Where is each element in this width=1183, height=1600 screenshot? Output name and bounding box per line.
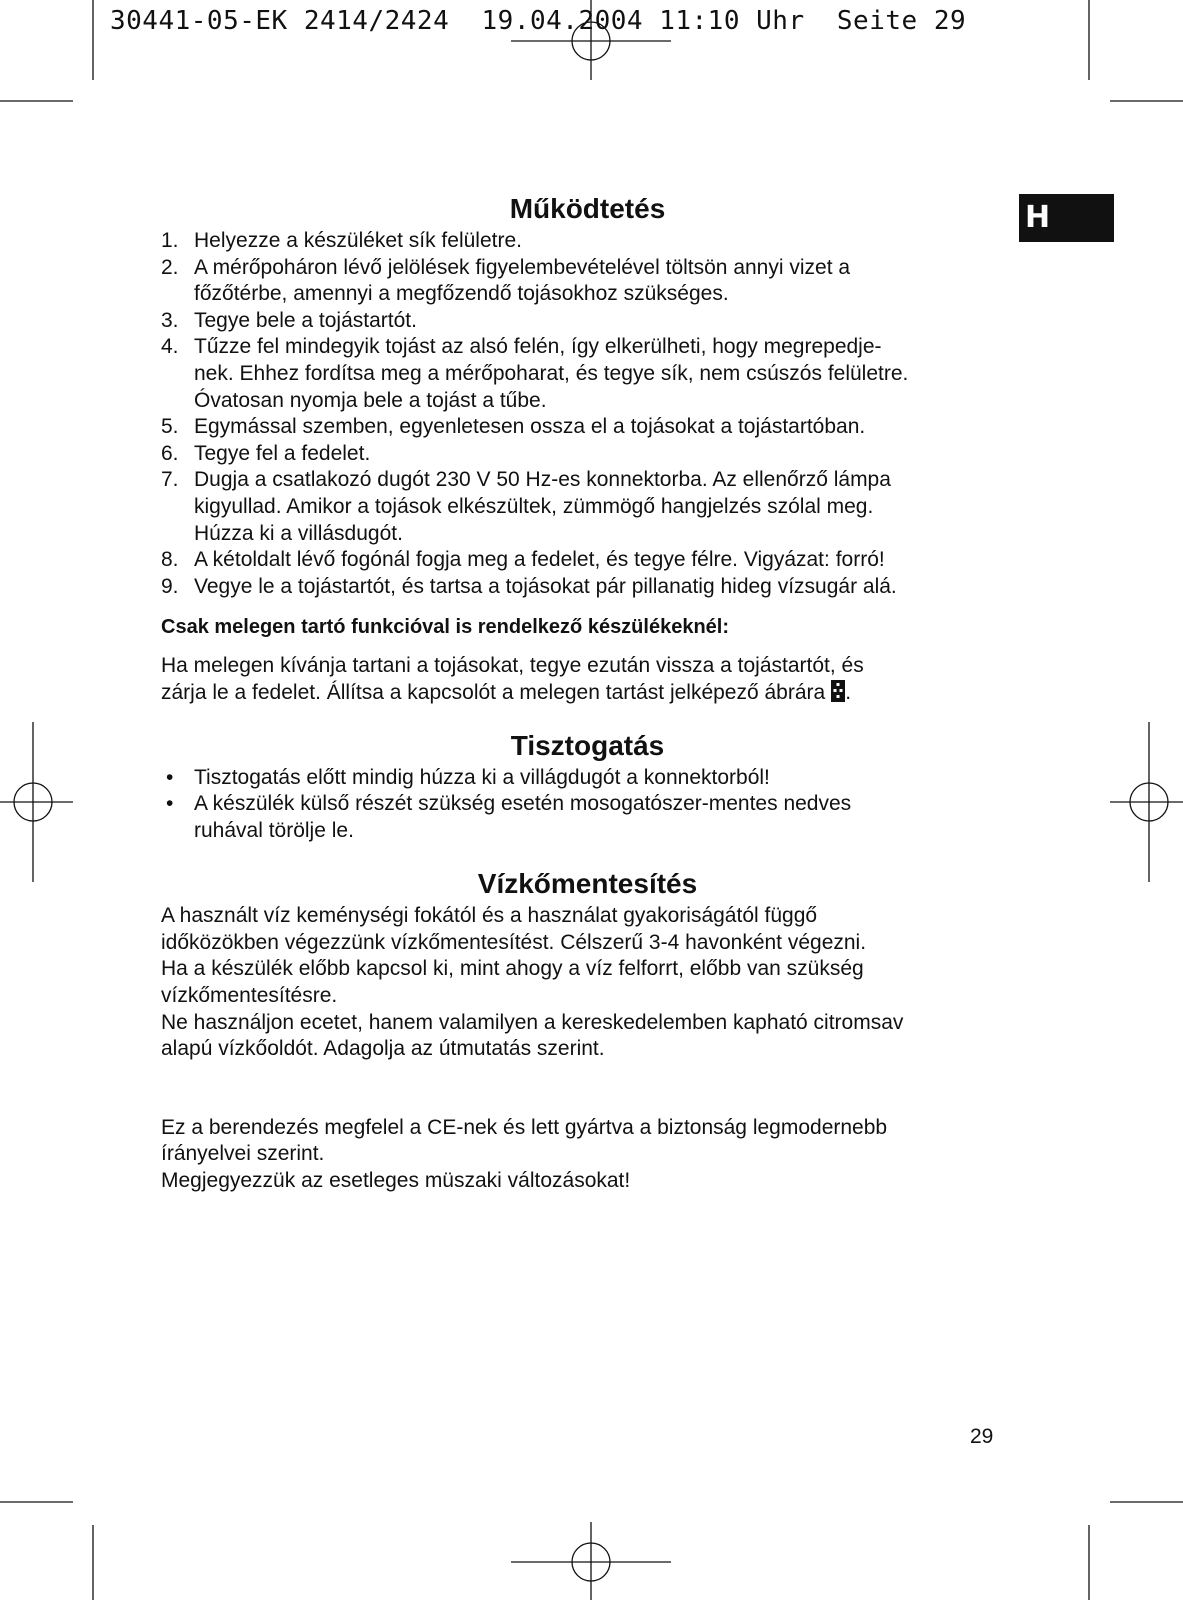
descaling-line: Ne használjon ecetet, hanem valamilyen a kereskedelemben kapható citromsav xyxy=(161,1010,904,1034)
keep-warm-section xyxy=(161,614,1014,706)
step-line: Húzza ki a villásdugót. xyxy=(194,521,403,545)
descaling-line: időközökben végezzünk vízkőmentesítést. Célszerű 3-4 havonként végezni. xyxy=(161,930,867,954)
page-number: 29 xyxy=(970,1425,994,1448)
step-number: 4. xyxy=(161,335,179,359)
registration-target-bottom xyxy=(511,1522,671,1600)
ce-note-line: Megjegyezzük az esetleges müszaki változásokat! xyxy=(161,1169,631,1193)
step-item xyxy=(161,334,1014,414)
step-number: 5. xyxy=(161,415,179,439)
ce-note-line: írányelvei szerint. xyxy=(161,1142,325,1166)
step-item xyxy=(161,308,1014,335)
step-number: 3. xyxy=(161,308,179,332)
list-item-line: Tisztogatás előtt mindig húzza ki a villágdugót a konnektorból! xyxy=(194,765,770,789)
step-line: Vegye le a tojástartót, és tartsa a tojásokat pár pillanatig hideg vízsugár alá. xyxy=(194,574,897,598)
step-number: 6. xyxy=(161,441,179,465)
keep-warm-line-text: zárja le a fedelet. Állítsa a kapcsolót a melegen tartást jelképező ábrára xyxy=(161,680,826,704)
keep-warm-period: . xyxy=(845,680,852,704)
step-item xyxy=(161,547,1014,574)
registration-target-left xyxy=(0,722,73,882)
descaling-line: vízkőmentesítésre. xyxy=(161,984,338,1008)
descaling-heading: Vízkőmentesítés xyxy=(477,868,698,900)
step-line: A kétoldalt lévő fogónál fogja meg a fedelet, és tegye félre. Vigyázat: forró! xyxy=(194,548,885,572)
keep-warm-line: Ha melegen kívánja tartani a tojásokat, tegye ezután vissza a tojástartót, és xyxy=(161,654,864,678)
step-item xyxy=(161,414,1014,441)
step-line: kigyullad. Amikor a tojások elkészültek, zümmögő hangjelzés szólal meg. xyxy=(194,494,874,518)
keep-warm-subheading: Csak melegen tartó funkcióval is rendelkező készülékeknél: xyxy=(161,616,730,639)
list-item xyxy=(161,765,1014,792)
step-line: Tűzze fel mindegyik tojást az alsó felén, így elkerülheti, hogy megrepedje- xyxy=(194,335,882,359)
descaling-section xyxy=(161,865,1014,1063)
step-line: Helyezze a készüléket sík felületre. xyxy=(194,229,522,252)
step-item xyxy=(161,467,1014,547)
descaling-line: A használt víz keménységi fokától és a használat gyakoriságától függő xyxy=(161,904,818,928)
language-tab: H xyxy=(1019,194,1114,242)
bullet-glyph: • xyxy=(166,792,174,816)
step-line: Egymással szemben, egyenletesen ossza el a tojásokat a tojástartóban. xyxy=(194,415,866,439)
cleaning-heading: Tisztogatás xyxy=(510,729,665,761)
step-number: 2. xyxy=(161,255,179,279)
cleaning-list xyxy=(161,765,1014,845)
print-slug-header: 30441-05-EK 2414/2424 19.04.2004 11:10 Uhr Seite 29 xyxy=(110,6,967,36)
list-item xyxy=(161,791,1014,844)
operation-heading: Működtetés xyxy=(509,193,666,224)
step-item xyxy=(161,255,1014,308)
cleaning-section xyxy=(161,727,1014,845)
step-number: 7. xyxy=(161,468,179,492)
step-line: Tegye bele a tojástartót. xyxy=(194,308,417,332)
step-item xyxy=(161,574,1014,601)
step-item xyxy=(161,441,1014,468)
step-line: Dugja a csatlakozó dugót 230 V 50 Hz-es konnektorba. Az ellenőrző lámpa xyxy=(194,468,891,492)
bullet-glyph: • xyxy=(166,765,174,789)
step-line: Óvatosan nyomja bele a tojást a tűbe. xyxy=(194,388,547,412)
keep-warm-icon xyxy=(831,680,845,702)
keep-warm-line xyxy=(161,680,1014,707)
step-line: nek. Ehhez fordítsa meg a mérőpoharat, és tegye sík, nem csúszós felületre. xyxy=(194,361,909,385)
step-line: főzőtérbe, amennyi a megfőzendő tojásokhoz szükséges. xyxy=(194,282,729,306)
list-item-line: A készülék külső részét szükség esetén mosogatószer-mentes nedves xyxy=(194,792,852,816)
descaling-line: alapú vízkőoldót. Adagolja az útmutatás szerint. xyxy=(161,1037,605,1061)
step-line: Tegye fel a fedelet. xyxy=(194,441,371,465)
descaling-line: Ha a készülék előbb kapcsol ki, mint ahogy a víz felforrt, előbb van szükség xyxy=(161,957,864,981)
descaling-text xyxy=(161,903,1014,1063)
manual-page-content xyxy=(161,190,1014,1195)
step-line: A mérőpoháron lévő jelölések figyelembevételével töltsön annyi vizet a xyxy=(194,255,851,279)
ce-note-line: Ez a berendezés megfelel a CE-nek és lett gyártva a biztonság legmodernebb xyxy=(161,1115,888,1139)
operation-section xyxy=(161,190,1014,600)
keep-warm-text xyxy=(161,653,1014,706)
ce-compliance-note xyxy=(161,1115,1014,1195)
operation-steps xyxy=(161,228,1014,600)
registration-target-right xyxy=(1110,722,1183,882)
step-number: 1. xyxy=(161,229,179,252)
step-number: 8. xyxy=(161,548,179,572)
step-item xyxy=(161,228,1014,255)
list-item-line: ruhával törölje le. xyxy=(194,818,354,842)
step-number: 9. xyxy=(161,574,179,598)
